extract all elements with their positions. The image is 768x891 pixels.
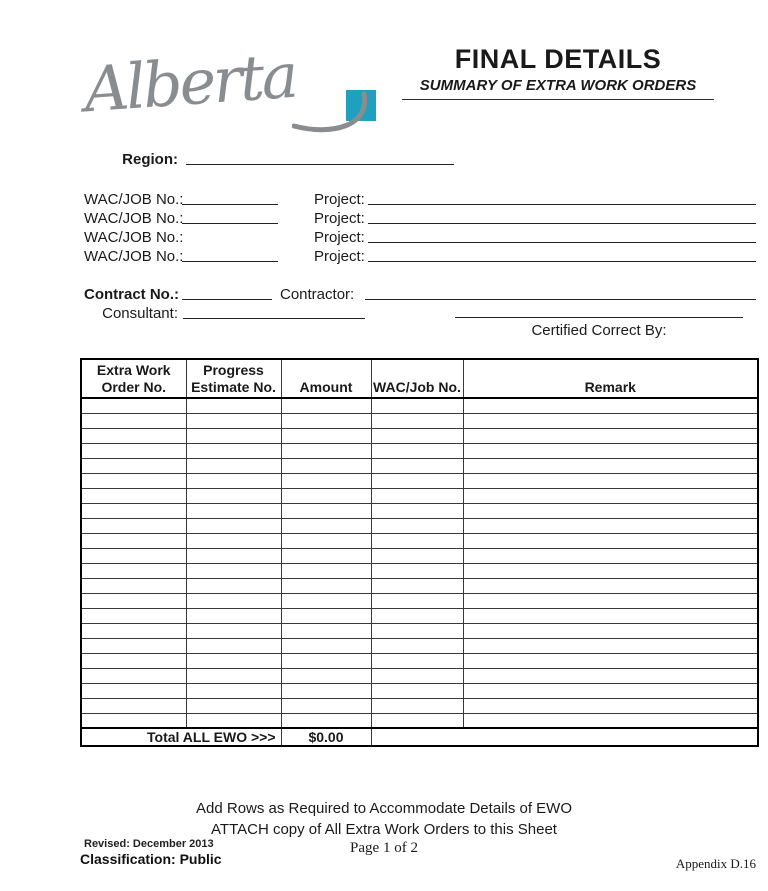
- table-cell[interactable]: [463, 563, 758, 578]
- appendix-reference: Appendix D.16: [675, 856, 756, 871]
- table-cell[interactable]: [371, 668, 463, 683]
- table-cell[interactable]: [186, 578, 281, 593]
- ewo-table: [80, 358, 759, 747]
- table-cell[interactable]: [463, 473, 758, 488]
- table-cell[interactable]: [463, 413, 758, 428]
- table-cell[interactable]: [186, 488, 281, 503]
- table-row: [81, 608, 758, 623]
- table-cell[interactable]: [281, 518, 371, 533]
- table-cell[interactable]: [463, 458, 758, 473]
- table-cell[interactable]: [186, 398, 281, 413]
- table-cell[interactable]: [281, 653, 371, 668]
- table-cell[interactable]: [81, 503, 186, 518]
- table-cell[interactable]: [463, 683, 758, 698]
- table-cell[interactable]: [281, 533, 371, 548]
- table-cell[interactable]: [371, 503, 463, 518]
- table-cell[interactable]: [186, 608, 281, 623]
- table-cell[interactable]: [371, 398, 463, 413]
- table-cell[interactable]: [81, 623, 186, 638]
- table-header-row: [81, 359, 758, 398]
- table-row: [81, 503, 758, 518]
- table-cell[interactable]: [186, 503, 281, 518]
- table-cell[interactable]: [281, 698, 371, 713]
- alberta-logo: [81, 38, 394, 138]
- table-row: [81, 668, 758, 683]
- title-block: [402, 44, 714, 100]
- footer-note-attach: ATTACH copy of All Extra Work Orders to this Sheet: [211, 821, 557, 838]
- table-cell[interactable]: [463, 533, 758, 548]
- revised-date: Revised: December 2013: [84, 838, 214, 850]
- wac-job-field-2[interactable]: [182, 209, 278, 224]
- table-cell[interactable]: [371, 578, 463, 593]
- consultant-label: Consultant:: [102, 305, 178, 322]
- table-cell[interactable]: [463, 398, 758, 413]
- project-field-3[interactable]: [368, 228, 756, 243]
- table-cell[interactable]: [186, 563, 281, 578]
- table-cell[interactable]: [186, 458, 281, 473]
- table-cell[interactable]: [81, 653, 186, 668]
- table-cell[interactable]: [81, 578, 186, 593]
- table-cell[interactable]: [186, 713, 281, 728]
- table-cell[interactable]: [281, 473, 371, 488]
- table-cell[interactable]: [186, 593, 281, 608]
- table-cell[interactable]: [281, 623, 371, 638]
- table-cell[interactable]: [81, 398, 186, 413]
- table-cell[interactable]: [371, 653, 463, 668]
- table-row: [81, 683, 758, 698]
- table-cell[interactable]: [371, 713, 463, 728]
- table-cell[interactable]: [371, 473, 463, 488]
- wac-job-label-2: WAC/JOB No.:: [84, 210, 184, 227]
- total-row: [81, 728, 758, 746]
- table-row: [81, 623, 758, 638]
- table-cell[interactable]: [371, 608, 463, 623]
- table-cell[interactable]: [281, 443, 371, 458]
- table-cell[interactable]: [281, 668, 371, 683]
- table-cell[interactable]: [463, 608, 758, 623]
- table-cell[interactable]: [81, 518, 186, 533]
- table-cell[interactable]: [281, 713, 371, 728]
- project-field-4[interactable]: [368, 247, 756, 262]
- table-row: [81, 593, 758, 608]
- table-cell[interactable]: [371, 413, 463, 428]
- project-field-2[interactable]: [368, 209, 756, 224]
- table-cell[interactable]: [186, 653, 281, 668]
- table-cell[interactable]: [371, 623, 463, 638]
- table-cell[interactable]: [81, 428, 186, 443]
- table-row: [81, 578, 758, 593]
- table-cell[interactable]: [81, 593, 186, 608]
- table-cell[interactable]: [281, 548, 371, 563]
- table-cell[interactable]: [81, 698, 186, 713]
- total-amount: $0.00: [281, 728, 371, 746]
- table-cell[interactable]: [463, 503, 758, 518]
- table-cell[interactable]: [81, 608, 186, 623]
- table-cell[interactable]: [463, 623, 758, 638]
- page-subtitle: SUMMARY OF EXTRA WORK ORDERS: [419, 77, 697, 94]
- project-label-3: Project:: [314, 229, 365, 246]
- table-row: [81, 563, 758, 578]
- contractor-field[interactable]: [365, 285, 756, 300]
- table-cell[interactable]: [281, 398, 371, 413]
- table-row: [81, 413, 758, 428]
- table-cell[interactable]: [186, 473, 281, 488]
- contractor-label: Contractor:: [280, 286, 355, 303]
- table-cell[interactable]: [186, 413, 281, 428]
- table-cell[interactable]: [463, 488, 758, 503]
- table-cell[interactable]: [81, 533, 186, 548]
- column-header-wac-job-no: WAC/Job No.: [371, 359, 463, 398]
- contract-no-label: Contract No.:: [84, 286, 179, 303]
- table-cell[interactable]: [81, 443, 186, 458]
- certified-signature-field[interactable]: [455, 303, 743, 318]
- table-cell[interactable]: [463, 653, 758, 668]
- column-header-extra-work-order-no: Extra Work Order No.: [81, 359, 186, 398]
- ewo-table-body: [81, 398, 758, 728]
- wac-job-field-1[interactable]: [182, 190, 278, 205]
- consultant-field[interactable]: [183, 304, 365, 319]
- table-cell[interactable]: [81, 638, 186, 653]
- table-cell[interactable]: [463, 428, 758, 443]
- table-cell[interactable]: [281, 593, 371, 608]
- table-row: [81, 713, 758, 728]
- table-cell[interactable]: [371, 518, 463, 533]
- classification-label: Classification: Public: [80, 851, 222, 867]
- table-cell[interactable]: [186, 668, 281, 683]
- table-cell[interactable]: [463, 713, 758, 728]
- page-title: FINAL DETAILS: [454, 44, 662, 74]
- table-cell[interactable]: [463, 578, 758, 593]
- region-field[interactable]: [186, 150, 454, 165]
- certified-correct-by-label: Certified Correct By:: [531, 322, 667, 339]
- table-cell[interactable]: [371, 548, 463, 563]
- column-header-remark: Remark: [463, 359, 758, 398]
- table-cell[interactable]: [371, 683, 463, 698]
- table-cell[interactable]: [281, 683, 371, 698]
- table-cell[interactable]: [463, 518, 758, 533]
- table-cell[interactable]: [463, 443, 758, 458]
- table-cell[interactable]: [186, 683, 281, 698]
- table-cell[interactable]: [371, 533, 463, 548]
- alberta-logo-text: Alberta: [81, 38, 298, 127]
- table-row: [81, 548, 758, 563]
- table-cell[interactable]: [186, 428, 281, 443]
- table-cell[interactable]: [81, 488, 186, 503]
- table-row: [81, 518, 758, 533]
- project-field-1[interactable]: [368, 190, 756, 205]
- table-cell[interactable]: [186, 443, 281, 458]
- table-cell[interactable]: [81, 458, 186, 473]
- table-cell[interactable]: [371, 458, 463, 473]
- alberta-swoosh-icon: [292, 76, 392, 136]
- table-cell[interactable]: [81, 683, 186, 698]
- table-cell[interactable]: [463, 668, 758, 683]
- table-cell[interactable]: [371, 443, 463, 458]
- wac-job-label-3: WAC/JOB No.:: [84, 229, 184, 246]
- region-label: Region:: [122, 151, 178, 168]
- table-cell[interactable]: [281, 428, 371, 443]
- project-label-4: Project:: [314, 248, 365, 265]
- table-cell[interactable]: [463, 698, 758, 713]
- table-cell[interactable]: [81, 563, 186, 578]
- table-row: [81, 443, 758, 458]
- table-cell[interactable]: [186, 638, 281, 653]
- table-row: [81, 458, 758, 473]
- table-row: [81, 638, 758, 653]
- table-cell[interactable]: [186, 623, 281, 638]
- table-cell[interactable]: [81, 668, 186, 683]
- column-header-amount: Amount: [281, 359, 371, 398]
- table-cell[interactable]: [371, 698, 463, 713]
- table-cell[interactable]: [463, 548, 758, 563]
- table-cell[interactable]: [81, 413, 186, 428]
- project-label-2: Project:: [314, 210, 365, 227]
- table-row: [81, 473, 758, 488]
- wac-job-field-4[interactable]: [182, 247, 278, 262]
- page-number: Page 1 of 2: [350, 840, 418, 856]
- table-cell[interactable]: [281, 563, 371, 578]
- table-cell[interactable]: [281, 413, 371, 428]
- table-cell[interactable]: [186, 698, 281, 713]
- table-row: [81, 488, 758, 503]
- table-row: [81, 428, 758, 443]
- table-cell[interactable]: [371, 638, 463, 653]
- table-cell[interactable]: [371, 488, 463, 503]
- table-cell[interactable]: [281, 638, 371, 653]
- table-cell[interactable]: [371, 593, 463, 608]
- table-row: [81, 653, 758, 668]
- contract-no-field[interactable]: [182, 285, 272, 300]
- total-label: Total ALL EWO >>>: [81, 728, 281, 746]
- table-cell[interactable]: [281, 608, 371, 623]
- table-cell[interactable]: [463, 638, 758, 653]
- footer-note-add-rows: Add Rows as Required to Accommodate Details of EWO: [196, 800, 572, 817]
- table-row: [81, 698, 758, 713]
- table-cell[interactable]: [186, 518, 281, 533]
- table-cell[interactable]: [81, 713, 186, 728]
- wac-job-label-1: WAC/JOB No.:: [84, 191, 184, 208]
- table-cell[interactable]: [186, 548, 281, 563]
- table-cell[interactable]: [81, 548, 186, 563]
- column-header-progress-estimate-no: Progress Estimate No.: [186, 359, 281, 398]
- project-label-1: Project:: [314, 191, 365, 208]
- table-cell[interactable]: [281, 458, 371, 473]
- table-cell[interactable]: [281, 488, 371, 503]
- table-cell[interactable]: [371, 563, 463, 578]
- table-row: [81, 533, 758, 548]
- table-cell[interactable]: [281, 503, 371, 518]
- table-cell[interactable]: [81, 473, 186, 488]
- table-cell[interactable]: [186, 533, 281, 548]
- table-row: [81, 398, 758, 413]
- wac-job-label-4: WAC/JOB No.:: [84, 248, 184, 265]
- table-cell[interactable]: [463, 593, 758, 608]
- table-cell[interactable]: [281, 578, 371, 593]
- table-cell[interactable]: [371, 428, 463, 443]
- total-remark-cell: [371, 728, 758, 746]
